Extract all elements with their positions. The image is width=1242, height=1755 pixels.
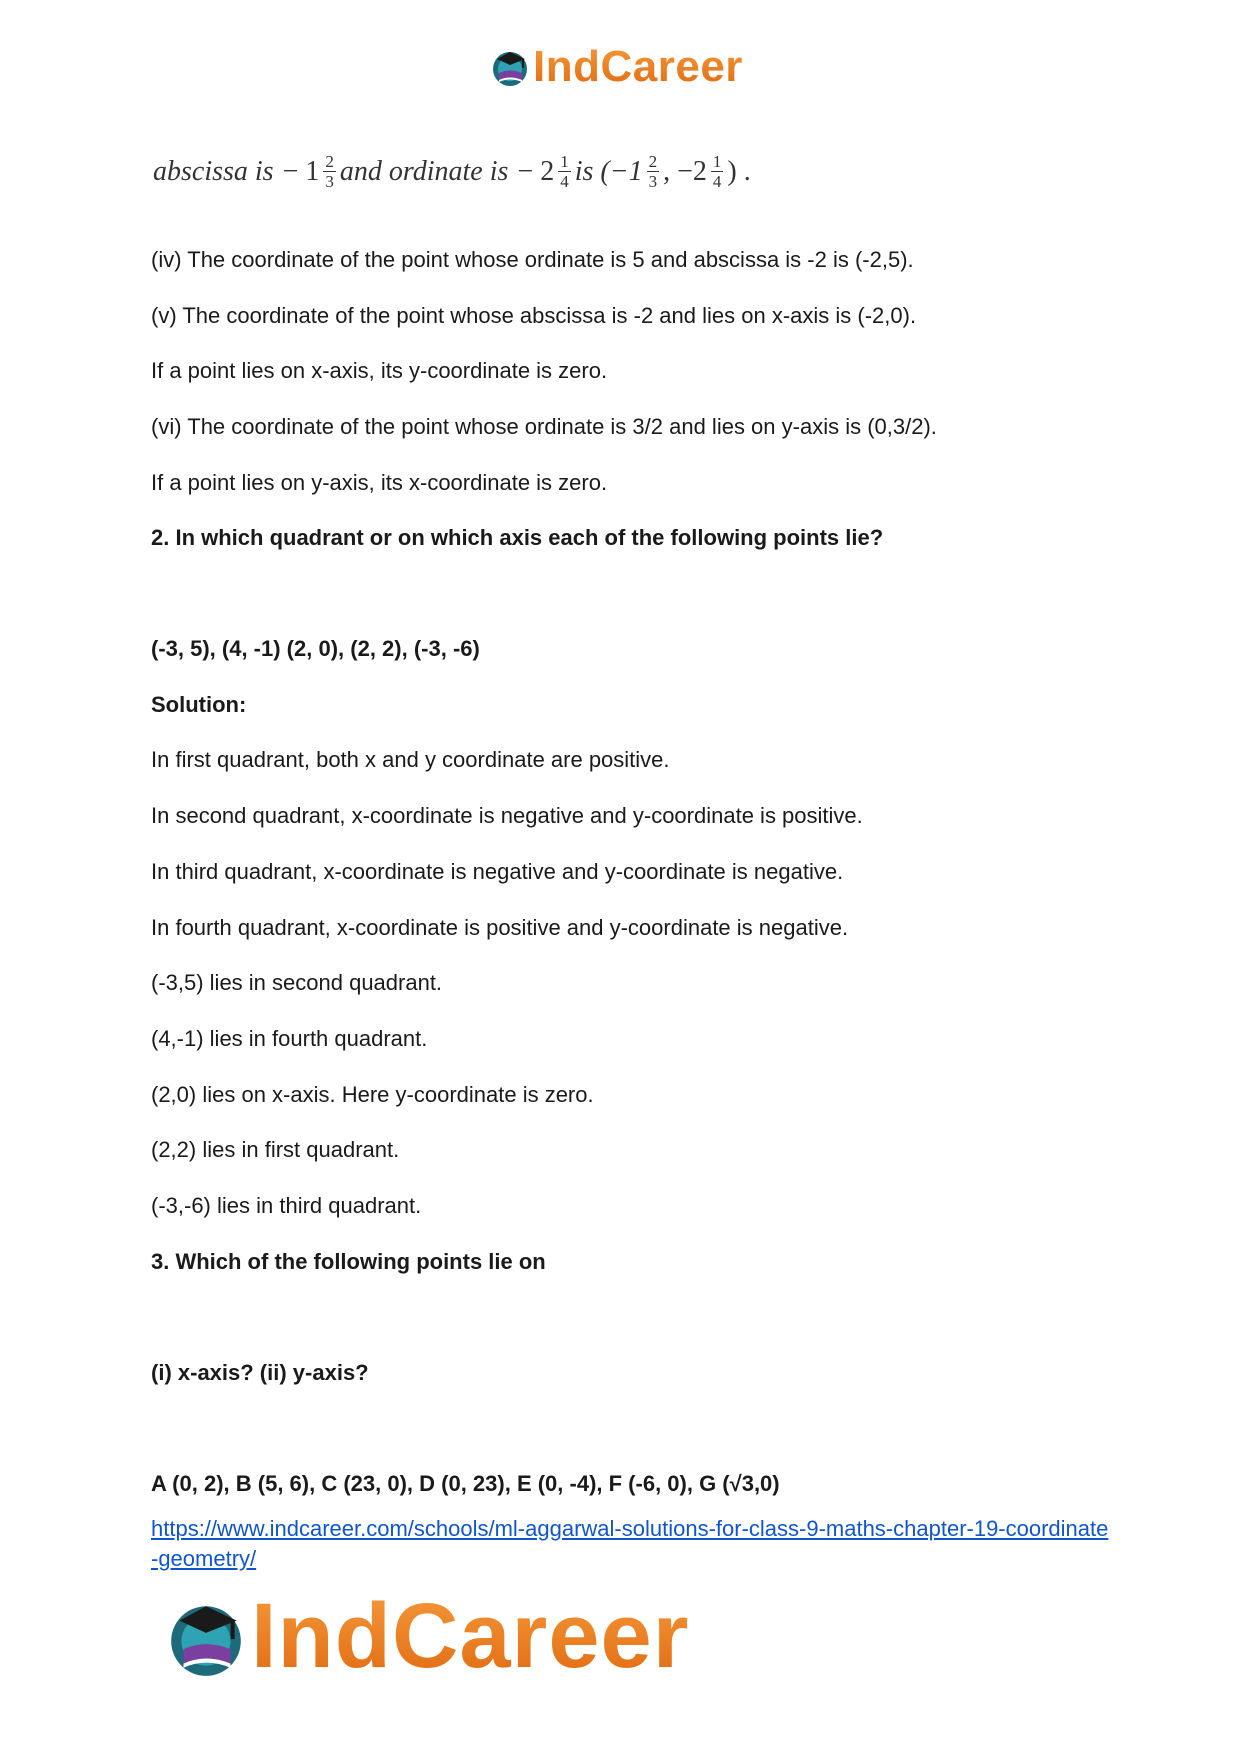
math-text: − 2: [517, 155, 555, 187]
graduation-cap-book-icon: [163, 1594, 249, 1680]
math-text: , −2: [663, 155, 707, 187]
logo-text: IndCareer: [251, 1585, 690, 1687]
text-line: In first quadrant, both x and y coordinate are positive.: [151, 747, 670, 772]
question-heading: 3. Which of the following points lie on: [151, 1249, 546, 1274]
text-line: (-3,5) lies in second quadrant.: [151, 970, 443, 995]
footer-logo: [163, 1584, 690, 1689]
text-line: (vi) The coordinate of the point whose ordinate is 3/2 and lies on y-axis is (0,3/2).: [151, 414, 937, 439]
math-fraction: $\frac{1}{4}$: [560, 152, 569, 191]
text-line: (2,2) lies in first quadrant.: [151, 1137, 400, 1162]
text-line: If a point lies on x-axis, its y-coordinate is zero.: [151, 358, 608, 383]
question-heading: 2. In which quadrant or on which axis each of the following points lie?: [151, 525, 884, 550]
math-text: and ordinate is: [339, 155, 509, 187]
math-fraction: $\frac{2}{3}$: [325, 152, 334, 191]
question-points: A (0, 2), B (5, 6), C (23, 0), D (0, 23), E (0, -4), F (-6, 0), G (√3,0): [151, 1471, 780, 1496]
text-line: In second quadrant, x-coordinate is negative and y-coordinate is positive.: [151, 803, 863, 828]
solution-heading: Solution:: [151, 692, 247, 717]
text-line: In fourth quadrant, x-coordinate is positive and y-coordinate is negative.: [151, 915, 849, 940]
math-expression: [153, 152, 751, 191]
graduation-cap-book-icon: [489, 46, 531, 88]
text-line: (iv) The coordinate of the point whose ordinate is 5 and abscissa is -2 is (-2,5).: [151, 247, 914, 272]
text-line: In third quadrant, x-coordinate is negative and y-coordinate is negative.: [151, 859, 844, 884]
header-logo: [489, 42, 743, 92]
text-line: (-3,-6) lies in third quadrant.: [151, 1193, 422, 1218]
text-line: (2,0) lies on x-axis. Here y-coordinate is zero.: [151, 1082, 594, 1107]
math-text: is (−1: [574, 155, 643, 187]
math-fraction: $\frac{2}{3}$: [648, 152, 658, 191]
text-line: If a point lies on y-axis, its x-coordinate is zero.: [151, 470, 608, 495]
question-points: (-3, 5), (4, -1) (2, 0), (2, 2), (-3, -6): [151, 636, 480, 661]
text-line: (4,-1) lies in fourth quadrant.: [151, 1026, 428, 1051]
math-text: ) .: [727, 155, 751, 187]
source-link[interactable]: https://www.indcareer.com/schools/ml-aggarwal-solutions-for-class-9-maths-chapter-19-coordinate-geometry/: [151, 1516, 1109, 1571]
question-subparts: (i) x-axis? (ii) y-axis?: [151, 1360, 369, 1385]
math-text: abscissa is: [153, 155, 274, 187]
logo-text: IndCareer: [533, 42, 743, 91]
math-fraction: $\frac{1}{4}$: [712, 152, 722, 191]
math-text: − 1: [282, 155, 320, 187]
text-line: (v) The coordinate of the point whose abscissa is -2 and lies on x-axis is (-2,0).: [151, 303, 917, 328]
